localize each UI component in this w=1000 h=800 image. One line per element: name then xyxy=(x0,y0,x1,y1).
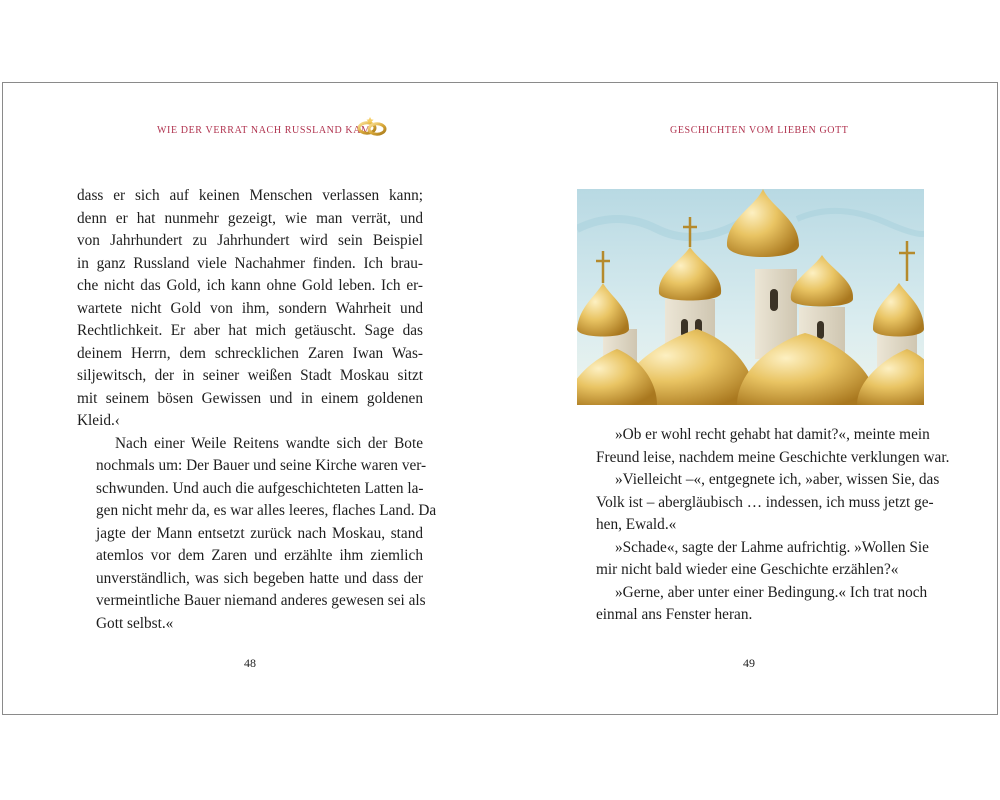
left-text-line: gen nicht mehr da, es war alles leeres, flaches Land. Da xyxy=(96,502,437,519)
right-text-line: »Gerne, aber unter einer Bedingung.« Ich trat noch xyxy=(615,583,928,601)
left-text-line: Gott selbst.« xyxy=(96,614,174,632)
gold-rings-icon xyxy=(356,113,388,137)
left-text-line: Rechtlichkeit. Er aber hat mich getäuscht. Sage das xyxy=(77,322,423,339)
right-page-text xyxy=(577,424,950,627)
left-text-line: schwunden. Und auch die aufgeschichteten Latten la- xyxy=(96,479,424,497)
left-text-line: denn er hat nunmehr gezeigt, wie man verrät, und xyxy=(77,209,423,227)
onion-domes-illustration xyxy=(577,189,924,405)
left-text-line: unverständlich, was sich begeben hatte und dass der xyxy=(96,569,423,587)
left-paragraph xyxy=(77,185,423,433)
right-text-line: hen, Ewald.« xyxy=(596,516,677,533)
left-page-number: 48 xyxy=(244,656,256,670)
right-running-header: GESCHICHTEN VOM LIEBEN GOTT xyxy=(670,125,849,136)
left-running-header: WIE DER VERRAT NACH RUSSLAND KAM xyxy=(157,125,371,136)
left-text-line: Nach einer Weile Reitens wandte sich der Bote xyxy=(115,434,423,452)
left-text-line: che nicht das Gold, ich kann ohne Gold leben. Ich er- xyxy=(77,277,423,294)
left-text-line: mit seinem bösen Gewissen und in einem goldenen xyxy=(77,389,423,407)
right-page-number: 49 xyxy=(743,656,755,670)
left-text-line: deinem Herrn, dem schrecklichen Zaren Iwan Was- xyxy=(77,344,423,362)
right-text-line: mir nicht bald wieder eine Geschichte erzählen?« xyxy=(596,561,899,578)
left-text-line: jagte der Mann entsetzt zurück nach Moskau, stand xyxy=(96,524,423,542)
right-paragraph xyxy=(577,582,928,627)
left-text-line: wartete nicht Gold von ihm, sondern Wahrheit und xyxy=(77,299,423,317)
left-text-line: vermeintliche Bauer niemand anderes gewesen sei als xyxy=(96,592,426,609)
right-text-line: »Schade«, sagte der Lahme aufrichtig. »Wollen Sie xyxy=(615,538,929,556)
left-text-line: nochmals um: Der Bauer und seine Kirche waren ver- xyxy=(96,457,427,474)
left-text-line: von Jahrhundert zu Jahrhundert wird sein Beispiel xyxy=(77,232,423,249)
right-text-line: Volk ist – abergläubisch … indessen, ich muss jetzt ge- xyxy=(596,493,934,511)
right-text-line: »Vielleicht –«, entgegnete ich, »aber, wissen Sie, das xyxy=(615,471,940,488)
left-text-line: Kleid.‹ xyxy=(77,412,120,429)
right-paragraph xyxy=(577,469,940,537)
left-text-line: in ganz Russland viele Nachahmer finden. Ich brau- xyxy=(77,254,423,272)
left-text-line: dass er sich auf keinen Menschen verlassen kann; xyxy=(77,187,423,204)
left-text-line: atemlos vor dem Zaren und erzählte ihm ziemlich xyxy=(96,547,423,564)
left-page-text xyxy=(77,185,437,635)
right-text-line: einmal ans Fenster heran. xyxy=(596,606,753,623)
left-text-line: siljewitsch, der in seiner weißen Stadt Moskau sitzt xyxy=(77,367,423,384)
right-paragraph xyxy=(577,424,950,469)
right-text-line: Freund leise, nachdem meine Geschichte verklungen war. xyxy=(596,448,950,466)
left-paragraph xyxy=(77,433,437,636)
right-text-line: »Ob er wohl recht gehabt hat damit?«, meinte mein xyxy=(615,426,930,443)
right-paragraph xyxy=(577,537,929,582)
